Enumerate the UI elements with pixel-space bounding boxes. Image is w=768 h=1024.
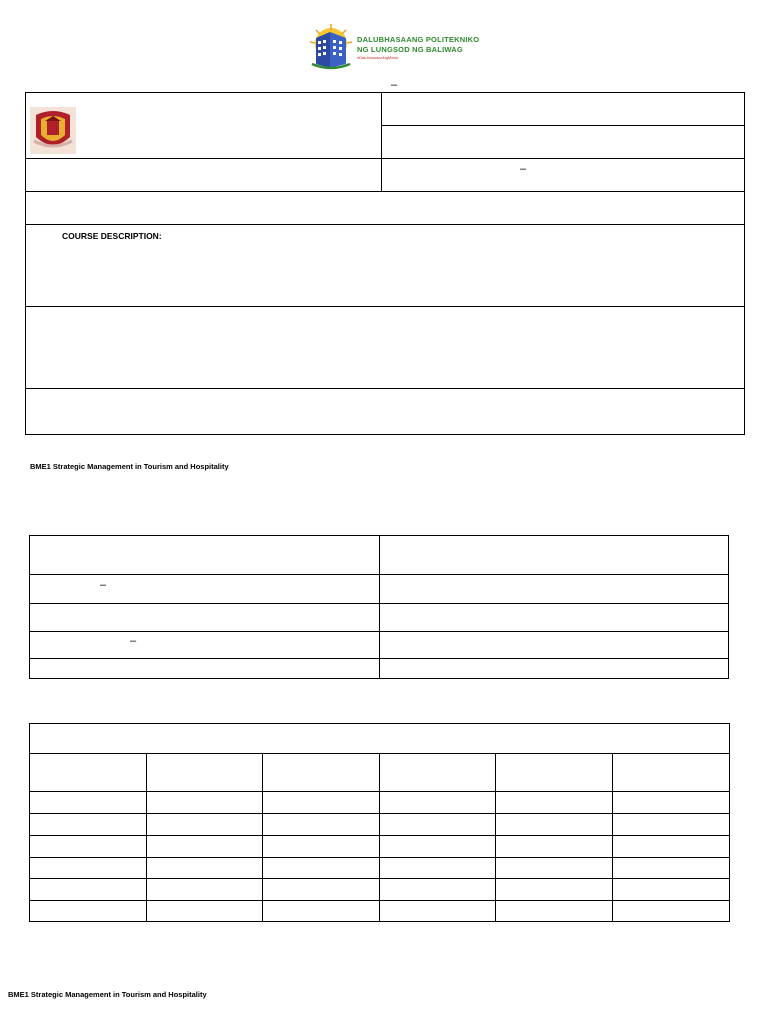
column-divider xyxy=(381,92,382,191)
row-divider xyxy=(25,191,745,192)
row-divider xyxy=(29,574,729,575)
school-tagline: #DalubhasaanNgMatal xyxy=(357,55,398,60)
row-divider xyxy=(29,631,729,632)
footer-course-title: BME1 Strategic Management in Tourism and Hospitality xyxy=(8,990,207,999)
row-divider xyxy=(25,224,745,225)
dash-mark: – xyxy=(520,163,527,175)
row-divider xyxy=(381,125,744,126)
dash-mark: – xyxy=(391,79,398,91)
dash-mark: – xyxy=(130,635,137,647)
course-description-label: COURSE DESCRIPTION: xyxy=(62,231,162,241)
row-divider xyxy=(25,306,745,307)
column-divider xyxy=(612,753,613,922)
row-divider xyxy=(25,388,745,389)
row-divider xyxy=(29,603,729,604)
column-divider xyxy=(146,753,147,922)
college-crest-icon xyxy=(30,107,76,154)
school-logo xyxy=(308,24,480,72)
school-name-line2: NG LUNGSOD NG BALIWAG xyxy=(357,45,463,54)
footer-course-title: BME1 Strategic Management in Tourism and Hospitality xyxy=(30,462,229,471)
school-building-emblem-icon xyxy=(308,24,354,70)
column-divider xyxy=(495,753,496,922)
course-info-table xyxy=(25,92,745,435)
school-name-line1: DALUBHASAANG POLITEKNIKO xyxy=(357,35,480,44)
row-divider xyxy=(25,158,745,159)
column-divider xyxy=(262,753,263,922)
row-divider xyxy=(29,658,729,659)
column-divider xyxy=(379,753,380,922)
dash-mark: – xyxy=(100,579,107,591)
